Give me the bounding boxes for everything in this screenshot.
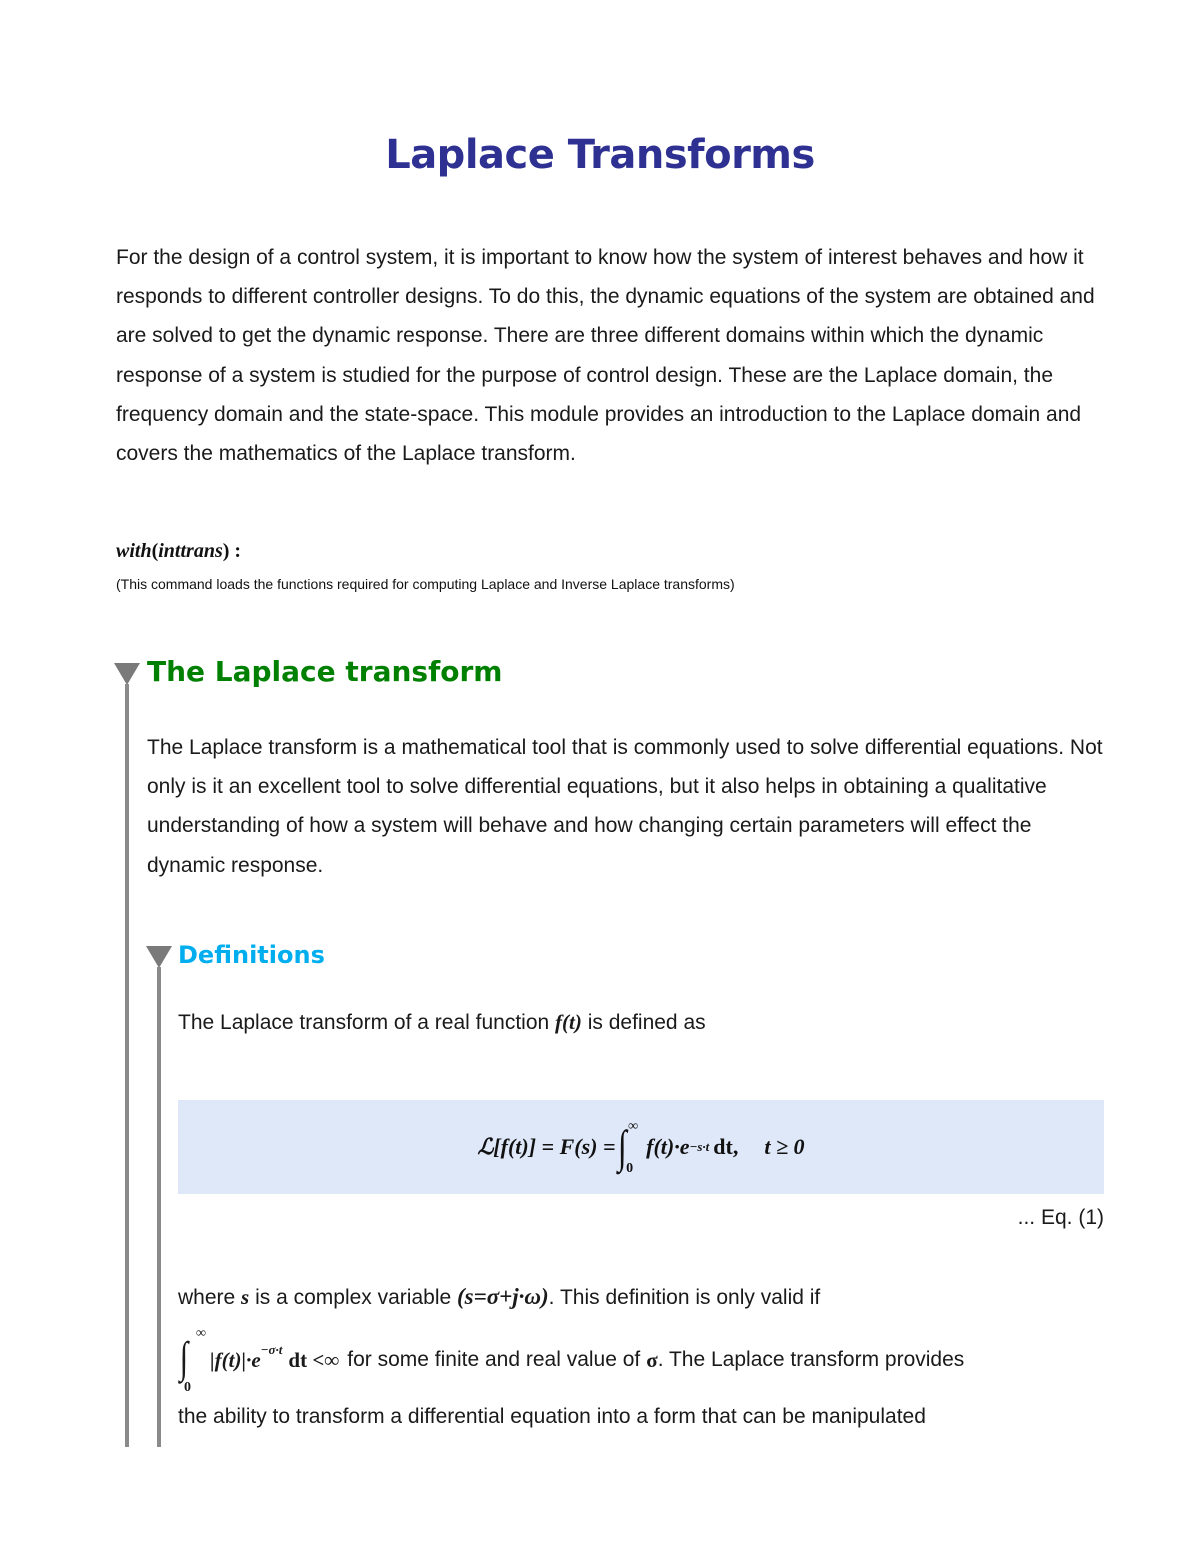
integral-lower-limit: 0	[184, 1380, 191, 1395]
complex-variable-expression: (s=σ+j·ω)	[457, 1284, 549, 1309]
integral-lower-limit: 0	[626, 1161, 634, 1176]
command-suffix: :	[234, 540, 242, 562]
intro-paragraph: For the design of a control system, it is important to know how the system of interest behaves and how it responds to different controller designs. To do this, the dynamic equations of the system are obtained and are solved to get the dynamic response. There are three different domains within which the dynamic response of a system is studied for the purpose of control design. These are the Laplace domain, the frequency domain and the state-space. This module provides an introduction to the Laplace domain and covers the mathematics of the Laplace transform.	[116, 246, 1095, 466]
convergence-integrand: |f(t)|·e	[210, 1347, 261, 1372]
convergence-tail: dt <∞	[288, 1347, 340, 1372]
sigma-symbol: σ	[646, 1347, 658, 1372]
section-bracket-line	[125, 684, 129, 1447]
section-heading-laplace-transform: The Laplace transform	[147, 655, 503, 688]
where-prefix: where	[178, 1286, 236, 1309]
section-bracket-line	[157, 967, 161, 1447]
where-sentence	[178, 1284, 820, 1310]
page-title: Laplace Transforms	[385, 132, 815, 178]
convergence-exponent: −σ·t	[260, 1342, 283, 1357]
integral-upper-limit: ∞	[196, 1326, 206, 1341]
integral-upper-limit: ∞	[628, 1119, 639, 1134]
equation-exponent: −s·t	[689, 1139, 710, 1154]
maple-command[interactable]: with(inttrans) :	[116, 540, 242, 562]
condition-text-end: . The Laplace transform provides	[657, 1348, 965, 1371]
equation-dt: dt,	[713, 1134, 739, 1159]
equation-lhs: ℒ[f(t)] = F(s) =	[477, 1134, 616, 1159]
function-symbol: f(t)	[555, 1010, 582, 1034]
definition-suffix: is defined as	[587, 1011, 706, 1034]
command-note: (This command loads the functions required for computing Laplace and Inverse Laplace transforms)	[116, 576, 735, 592]
equation-label: ... Eq. (1)	[1017, 1206, 1104, 1229]
where-suffix: . This definition is only valid if	[548, 1286, 821, 1309]
variable-s: s	[241, 1285, 250, 1309]
collapse-triangle-icon[interactable]	[114, 663, 140, 685]
convergence-condition	[178, 1326, 965, 1395]
where-mid: is a complex variable	[255, 1286, 452, 1309]
section-paragraph: The Laplace transform is a mathematical tool that is commonly used to solve differential equations. Not only is it an excellent tool to solve differential equations, but it also helps in obtaining a qualitative understanding of how a system will behave and how changing certain parameters will effect the dynamic response.	[147, 736, 1103, 877]
equation-integrand: f(t)·e	[646, 1134, 690, 1159]
integral-sign: ∫	[617, 1121, 627, 1172]
laplace-equation	[178, 1100, 1104, 1194]
collapse-triangle-icon[interactable]	[146, 946, 172, 968]
convergence-integral	[178, 1326, 340, 1395]
definition-sentence	[178, 1010, 706, 1035]
integral-limits	[628, 1117, 646, 1177]
definition-prefix: The Laplace transform of a real function	[178, 1011, 550, 1034]
equation-condition: t ≥ 0	[764, 1134, 805, 1159]
section-heading-definitions: Definitions	[178, 941, 325, 969]
condition-text: for some finite and real value of	[347, 1348, 641, 1371]
continuation-line: the ability to transform a differential equation into a form that can be manipulated	[178, 1405, 926, 1428]
command-argument: inttrans	[158, 540, 223, 562]
command-function: with	[116, 540, 152, 562]
integral-sign: ∫ ∞ 0	[179, 1326, 206, 1395]
